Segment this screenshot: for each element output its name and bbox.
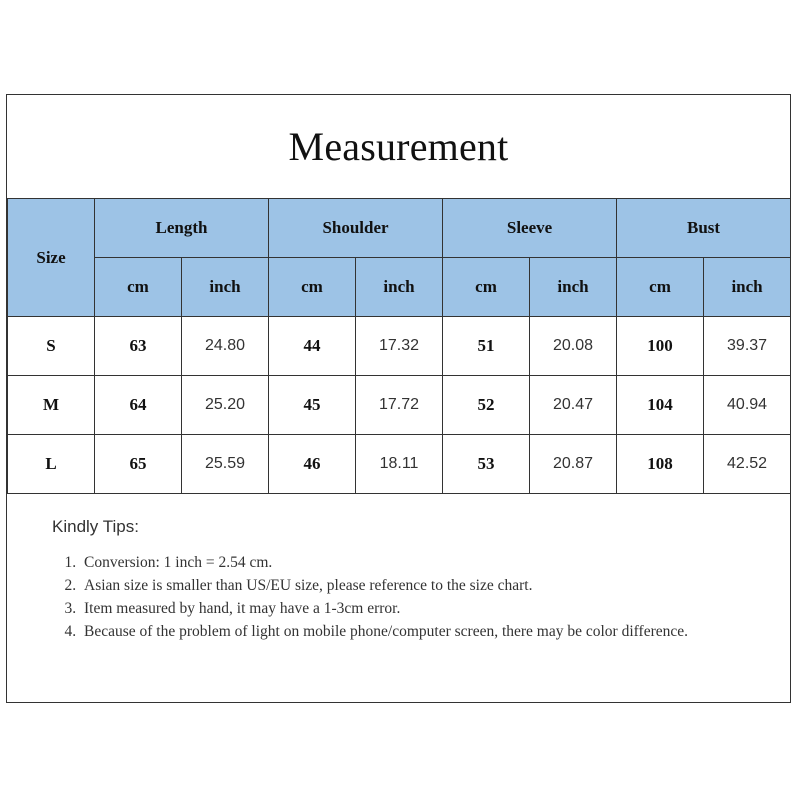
unit-header: cm xyxy=(95,258,182,317)
group-header-shoulder: Shoulder xyxy=(269,199,443,258)
table-cell: 64 xyxy=(95,376,182,435)
size-cell: L xyxy=(8,435,95,494)
header-row-units xyxy=(8,258,791,317)
table-cell: 20.87 xyxy=(530,435,617,494)
table-cell: 45 xyxy=(269,376,356,435)
table-cell: 20.47 xyxy=(530,376,617,435)
table-cell: 24.80 xyxy=(182,317,269,376)
table-row xyxy=(8,376,791,435)
unit-header: inch xyxy=(530,258,617,317)
group-header-bust: Bust xyxy=(617,199,791,258)
list-item: 3. Item measured by hand, it may have a 1-3cm error. xyxy=(80,597,752,620)
table-cell: 51 xyxy=(443,317,530,376)
group-header-sleeve: Sleeve xyxy=(443,199,617,258)
list-item: 4. Because of the problem of light on mobile phone/computer screen, there may be color difference. xyxy=(80,620,752,643)
table-cell: 52 xyxy=(443,376,530,435)
tips-heading: Kindly Tips: xyxy=(52,517,139,536)
size-chart-frame xyxy=(6,94,791,703)
table-cell: 17.32 xyxy=(356,317,443,376)
table-cell: 18.11 xyxy=(356,435,443,494)
group-header-length: Length xyxy=(95,199,269,258)
tips-list xyxy=(52,551,752,643)
size-cell: M xyxy=(8,376,95,435)
table-row xyxy=(8,435,791,494)
list-item: 1. Conversion: 1 inch = 2.54 cm. xyxy=(80,551,752,574)
unit-header: cm xyxy=(269,258,356,317)
table-cell: 65 xyxy=(95,435,182,494)
table-cell: 25.20 xyxy=(182,376,269,435)
table-cell: 53 xyxy=(443,435,530,494)
size-column-header: Size xyxy=(8,199,95,317)
table-cell: 44 xyxy=(269,317,356,376)
table-cell: 46 xyxy=(269,435,356,494)
table-cell: 20.08 xyxy=(530,317,617,376)
unit-header: inch xyxy=(704,258,791,317)
unit-header: cm xyxy=(617,258,704,317)
header-row-groups xyxy=(8,199,791,258)
size-table xyxy=(7,198,791,494)
unit-header: cm xyxy=(443,258,530,317)
tips-section xyxy=(52,517,752,643)
table-cell: 40.94 xyxy=(704,376,791,435)
unit-header: inch xyxy=(356,258,443,317)
table-cell: 39.37 xyxy=(704,317,791,376)
table-cell: 63 xyxy=(95,317,182,376)
table-cell: 100 xyxy=(617,317,704,376)
unit-header: inch xyxy=(182,258,269,317)
table-cell: 104 xyxy=(617,376,704,435)
page-title: Measurement xyxy=(288,124,509,169)
size-cell: S xyxy=(8,317,95,376)
table-cell: 17.72 xyxy=(356,376,443,435)
table-cell: 25.59 xyxy=(182,435,269,494)
table-row xyxy=(8,317,791,376)
table-cell: 108 xyxy=(617,435,704,494)
list-item: 2. Asian size is smaller than US/EU size, please reference to the size chart. xyxy=(80,574,752,597)
table-cell: 42.52 xyxy=(704,435,791,494)
